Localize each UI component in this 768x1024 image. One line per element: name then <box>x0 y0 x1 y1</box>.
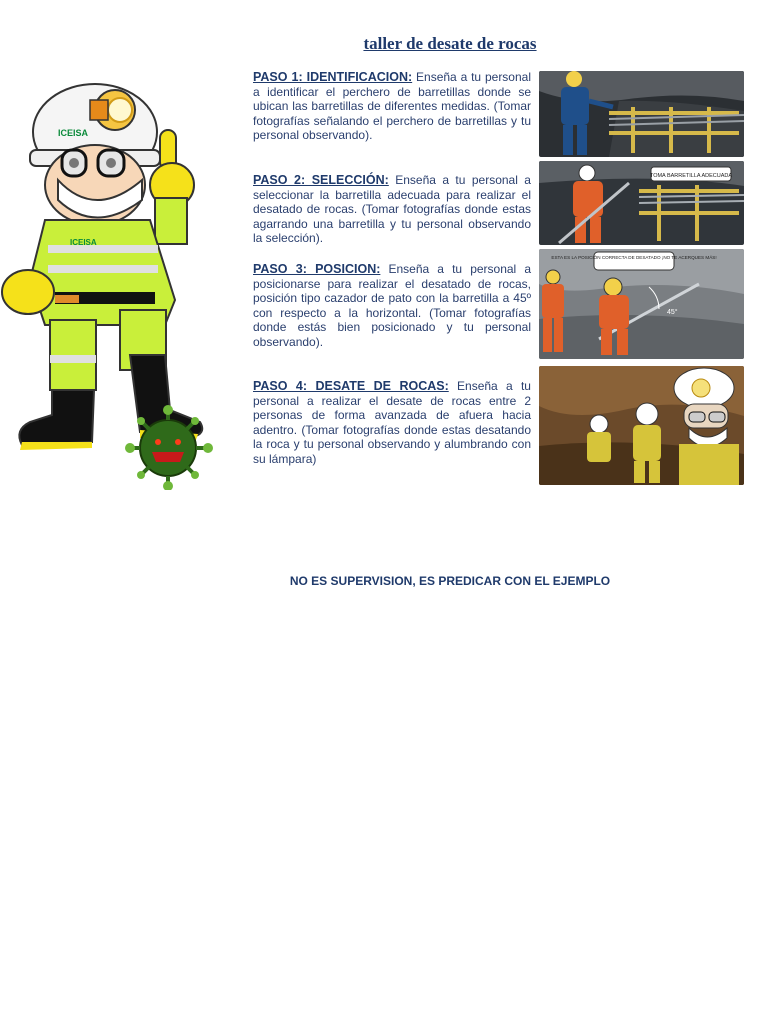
step-1-text <box>253 70 531 143</box>
step-3-photo <box>539 249 744 359</box>
step-2-body: Enseña a tu personal a seleccionar la barretilla adecuada para realizar el desatado de rocas. (Tomar fotografías donde estas agarrando una barretilla y tu personal observando la selección). <box>253 173 531 246</box>
page-title: taller de desate de rocas <box>363 34 537 53</box>
step-4-text <box>253 379 531 467</box>
step-4-body: Enseña a tu personal a realizar el desate de rocas entre 2 personas de forma avanzada de afuera hacia adentro. (Tomar fotografías donde estas desatando la roca y tu personal observando y alumbrando con su lámpara) <box>253 379 531 466</box>
step-3-heading: PASO 3: POSICION: <box>253 262 381 276</box>
angle-label: 45° <box>667 309 678 316</box>
footer-slogan: NO ES SUPERVISION, ES PREDICAR CON EL EJEMPLO <box>289 574 611 588</box>
step-3-body: Enseña a tu personal a posicionarse para realizar el desatado de rocas, posición tipo cazador de pato con la barretilla a 45º con respecto a la horizontal. (Tomar fotografías donde estás bien posicionado y tu personal observando). <box>253 262 531 349</box>
step-1-heading: PASO 1: IDENTIFICACION: <box>253 70 413 84</box>
step-4-photo <box>539 366 744 485</box>
step-1-body: Enseña a tu personal a identificar el perchero de barretillas donde se ubican las barretillas de diferentes medidas. (Tomar fotografías señalando el perchero de barretillas y tu personal observando). <box>253 70 531 143</box>
step-3-text <box>253 262 531 350</box>
step-2-heading: PASO 2: SELECCIÓN: <box>253 173 389 187</box>
step-2-photo <box>539 161 744 245</box>
step-2-text <box>253 173 531 246</box>
chest-logo-text: ICEISA <box>70 238 97 247</box>
step-2-speech-bubble: TOMA BARRETILLA ADECUADA <box>649 173 733 179</box>
helmet-logo-text: ICEISA <box>58 128 89 138</box>
step-1-photo <box>539 71 744 157</box>
miner-mascot-illustration <box>0 70 250 490</box>
step-4-heading: PASO 4: DESATE DE ROCAS: <box>253 379 449 393</box>
step-3-speech-bubble: ESTA ES LA POSICIÓN CORRECTA DE DESATADO ¡NO TE ACERQUES MÁS! <box>551 255 717 260</box>
